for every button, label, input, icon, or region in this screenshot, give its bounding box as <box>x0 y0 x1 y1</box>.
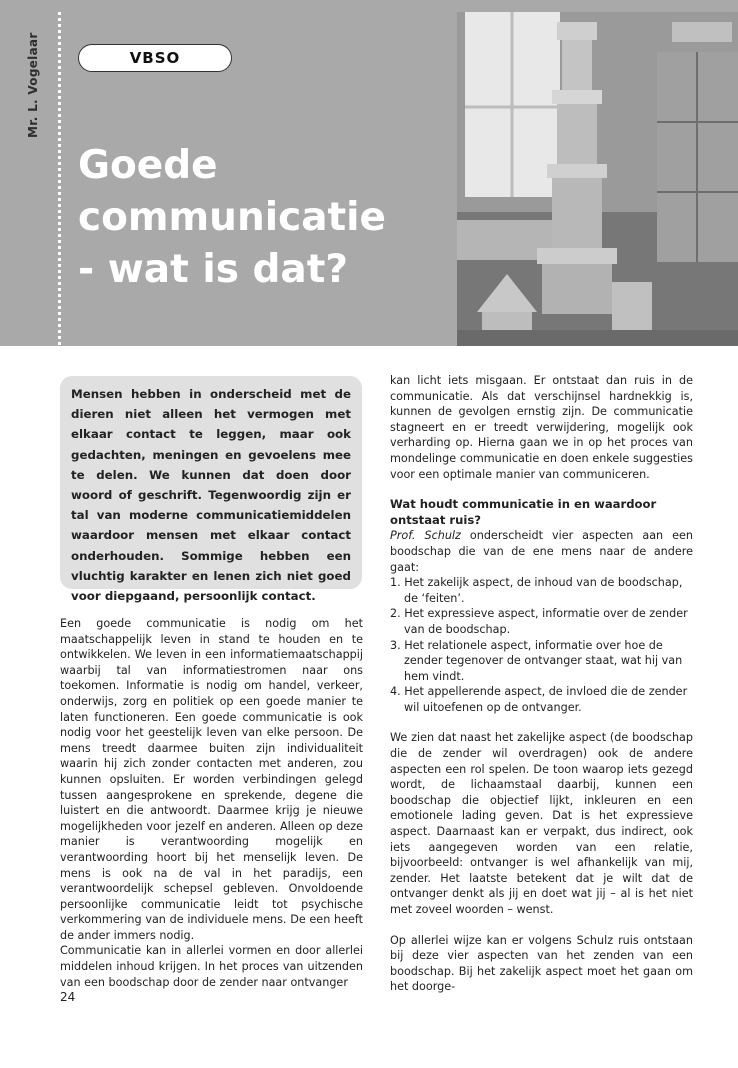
page-number: 24 <box>60 990 76 1004</box>
author-reference: Prof. Schulz <box>390 529 461 543</box>
dotted-divider <box>58 12 61 357</box>
body-paragraph: We zien dat naast het zakelijke aspect (de boodschap die de zender wil overdragen) ook de andere aspecten een rol spelen. De toon waarop iets gezegd wordt, de lichaamstaal daarbij, kunnen een boodschap die objectief lijkt, inkleuren en een emotionele lading geven. Dat is het expressieve aspect. Daarnaast kan er verpakt, dus indirect, ook iets aangegeven worden van een relatie, bijvoorbeeld: ontvanger is wel afhankelijk van mij, zender. Het laatste betekent dat je wilt dat de ontvanger denkt als jij en doet wat jij – al is het niet met zoveel woorden – wenst. <box>390 731 693 916</box>
article-title: Goede communicatie - wat is dat? <box>78 143 386 292</box>
section-label: VBSO <box>78 44 232 72</box>
list-item: 1. Het zakelijk aspect, de inhoud van de boodschap, de ‘feiten’. <box>390 576 683 605</box>
aspects-list <box>390 575 693 715</box>
body-paragraph: kan licht iets misgaan. Er ontstaat dan ruis in de communicatie. Als dat verschijnsel hardnekkig is, kunnen de gevolgen ernstig zijn. De communicatie stagneert en er treedt verwijdering, mogelijk ook verharding op. Hierna gaan we in op het proces van mondelinge communicatie en doen enkele suggesties voor een optimale manier van communiceren. <box>390 374 693 481</box>
body-paragraph: Prof. Schulz onderscheidt vier aspecten aan een boodschap die van de ene mens naar de andere gaat: <box>390 529 693 574</box>
right-column <box>390 373 693 995</box>
list-item: 3. Het relationele aspect, informatie over hoe de zender tegenover de ontvanger staat, wat hij van hem vindt. <box>390 638 683 683</box>
abstract-text: Mensen hebben in onderscheid met de dieren niet alleen het vermogen met elkaar contact te leggen, maar ook gedachten, meningen en gevoelens mee te delen. We kunnen dat doen door woord of geschrift. Tegenwoordig zijn er tal van moderne communicatiemiddelen waardoor mensen met elkaar contact onderhouden. Sommige hebben een vluchtig karakter en lenen zich niet goed voor diepgaand, persoonlijk contact. <box>71 387 351 604</box>
left-column <box>60 616 363 990</box>
header-photo <box>457 12 738 346</box>
body-paragraph: Communicatie kan in allerlei vormen en door allerlei middelen inhoud krijgen. In het proces van uitzenden van een boodschap door de zender naar ontvanger <box>60 944 363 989</box>
list-item: 2. Het expressieve aspect, informatie over de zender van de boodschap. <box>390 607 688 636</box>
author-name: Mr. L. Vogelaar <box>26 32 40 138</box>
body-paragraph: Op allerlei wijze kan er volgens Schulz ruis ontstaan bij deze vier aspecten van het zenden van een boodschap. Bij het zakelijk aspect moet het gaan om het doorge- <box>390 933 693 994</box>
section-heading: Wat houdt communicatie in en waardoor ontstaat ruis? <box>390 497 657 527</box>
abstract-box <box>60 376 362 604</box>
body-paragraph: Een goede communicatie is nodig om het maatschappelijk leven in stand te houden en te ontwikkelen. We leven in een informatiemaatschappij waarbij tal van informatiestromen naar ons toekomen. Informatie is nodig om handel, verkeer, onderwijs, zorg en politiek op een goede manier te laten functioneren. Een goede communicatie is ook nodig voor het geestelijk leven van elke persoon. De mens treedt daarmee buiten zijn individualiteit waarin hij zich zonder contacten met anderen, zou kunnen opsluiten. Er worden verbindingen gelegd tussen aangesprokene en sprekende, degene die luistert en die antwoordt. Daarmee krijg je nieuwe mogelijkheden voor jezelf en anderen. Alleen op deze manier is verantwoording mogelijk en verantwoording hoort bij het menselijk leven. De mens is ook na de val in het paradijs, een verantwoordelijk schepsel gebleven. Onvoldoende persoonlijke communicatie leidt tot psychische verkommering van de individuele mens. De een heeft de ander immers nodig. <box>60 617 363 942</box>
block-tower-image <box>457 12 738 346</box>
list-item: 4. Het appellerende aspect, de invloed die de zender wil uitoefenen op de ontvanger. <box>390 685 688 714</box>
